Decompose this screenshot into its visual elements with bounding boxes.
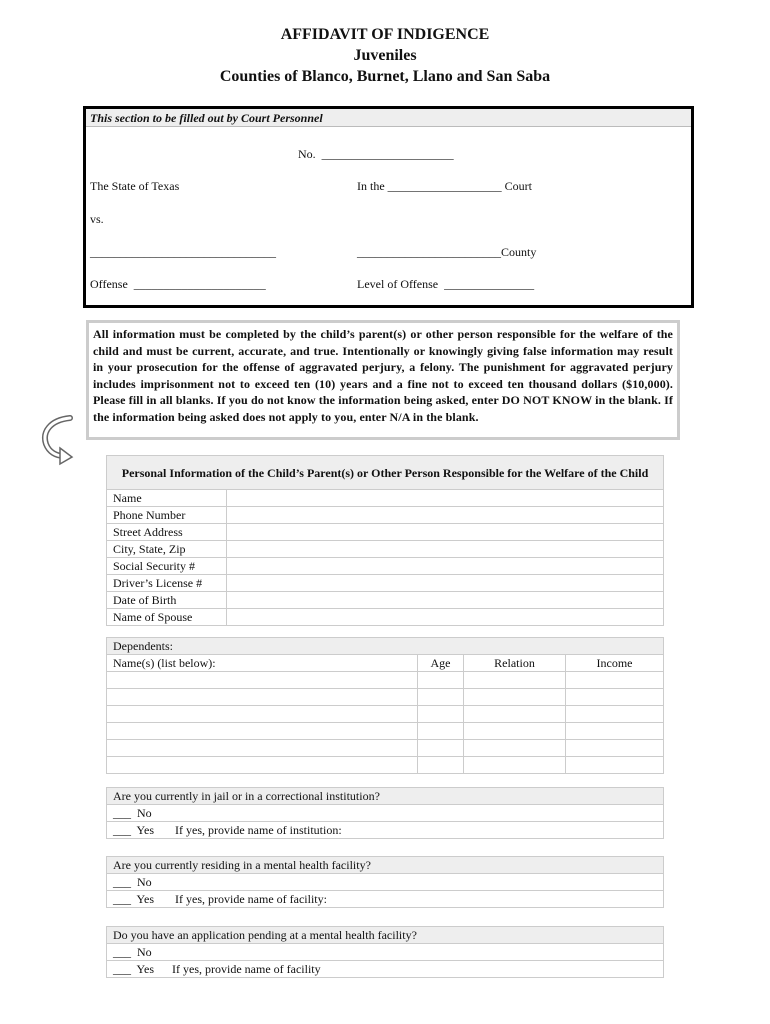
table-row xyxy=(107,689,664,706)
ssn-label: Social Security # xyxy=(107,558,227,575)
dependent-name-input[interactable] xyxy=(107,672,418,689)
spouse-input[interactable] xyxy=(227,609,664,626)
table-row xyxy=(107,706,664,723)
dependent-age-input[interactable] xyxy=(418,723,464,740)
dependent-age-input[interactable] xyxy=(418,757,464,774)
mental-facility-question-table xyxy=(106,856,664,908)
level-of-offense-field[interactable]: Level of Offense _______________ xyxy=(357,277,535,291)
party-name-field[interactable]: _______________________________ xyxy=(90,245,276,259)
mental-facility-yes-option[interactable]: ___ Yes If yes, provide name of facility: xyxy=(107,891,664,908)
dependent-relation-input[interactable] xyxy=(464,672,566,689)
offense-field[interactable]: Offense ______________________ xyxy=(90,277,266,291)
table-row xyxy=(107,575,664,592)
dependent-income-input[interactable] xyxy=(566,706,664,723)
phone-label: Phone Number xyxy=(107,507,227,524)
ssn-input[interactable] xyxy=(227,558,664,575)
court-personnel-section xyxy=(83,106,694,308)
dependent-income-input[interactable] xyxy=(566,723,664,740)
table-row xyxy=(107,592,664,609)
dependent-age-input[interactable] xyxy=(418,689,464,706)
phone-input[interactable] xyxy=(227,507,664,524)
table-row xyxy=(107,609,664,626)
court-section-heading: This section to be filled out by Court Personnel xyxy=(86,109,691,127)
city-label: City, State, Zip xyxy=(107,541,227,558)
street-label: Street Address xyxy=(107,524,227,541)
perjury-warning: All information must be completed by the child’s parent(s) or other person responsible for the welfare of the child and must be current, accurate, and true. Intentionally or knowingly giving false information may result in your prosecution for the offense of aggravated perjury, a felony. The punishment for aggravated perjury includes imprisonment not to exceed ten (10) years and a fine not to exceed ten thousand dollars ($10,000). Please fill in all blanks. If you do not know the information being asked, enter DO NOT KNOW in the blank. If the information being asked does not apply to you, enter N/A in the blank. xyxy=(86,320,680,440)
dependent-name-input[interactable] xyxy=(107,757,418,774)
county-field[interactable]: ________________________County xyxy=(357,245,537,259)
mental-facility-question: Are you currently residing in a mental health facility? xyxy=(107,857,664,874)
dob-input[interactable] xyxy=(227,592,664,609)
pending-application-yes-option[interactable]: ___ Yes If yes, provide name of facility xyxy=(107,961,664,978)
document-subtitle: Juveniles xyxy=(353,47,417,64)
dependents-table xyxy=(106,637,664,774)
counties-line: Counties of Blanco, Burnet, Llano and San Saba xyxy=(219,68,551,85)
pending-application-question: Do you have an application pending at a mental health facility? xyxy=(107,927,664,944)
table-row xyxy=(107,740,664,757)
dependents-relation-header: Relation xyxy=(464,655,566,672)
dependent-income-input[interactable] xyxy=(566,740,664,757)
dependents-age-header: Age xyxy=(418,655,464,672)
personal-info-table xyxy=(106,455,664,626)
table-row xyxy=(107,490,664,507)
personal-info-heading: Personal Information of the Child’s Parent(s) or Other Person Responsible for the Welfare of the Child xyxy=(107,456,664,490)
dependent-relation-input[interactable] xyxy=(464,757,566,774)
license-input[interactable] xyxy=(227,575,664,592)
dependent-name-input[interactable] xyxy=(107,723,418,740)
dependents-income-header: Income xyxy=(566,655,664,672)
table-row xyxy=(107,507,664,524)
state-of-texas-label: The State of Texas xyxy=(90,179,180,193)
dependent-relation-input[interactable] xyxy=(464,689,566,706)
jail-yes-option[interactable]: ___ Yes If yes, provide name of institution: xyxy=(107,822,664,839)
pending-application-no-option[interactable]: ___ No xyxy=(107,944,664,961)
table-row xyxy=(107,558,664,575)
dependent-income-input[interactable] xyxy=(566,689,664,706)
license-label: Driver’s License # xyxy=(107,575,227,592)
dependent-relation-input[interactable] xyxy=(464,740,566,757)
table-row xyxy=(107,723,664,740)
jail-question: Are you currently in jail or in a correctional institution? xyxy=(107,788,664,805)
spouse-label: Name of Spouse xyxy=(107,609,227,626)
dependents-name-header: Name(s) (list below): xyxy=(107,655,418,672)
dependent-relation-input[interactable] xyxy=(464,706,566,723)
dependent-age-input[interactable] xyxy=(418,672,464,689)
dob-label: Date of Birth xyxy=(107,592,227,609)
city-input[interactable] xyxy=(227,541,664,558)
dependent-relation-input[interactable] xyxy=(464,723,566,740)
table-row xyxy=(107,541,664,558)
curved-arrow-icon xyxy=(40,414,80,466)
pending-application-question-table xyxy=(106,926,664,978)
dependent-age-input[interactable] xyxy=(418,740,464,757)
name-input[interactable] xyxy=(227,490,664,507)
table-row xyxy=(107,672,664,689)
name-label: Name xyxy=(107,490,227,507)
jail-question-table xyxy=(106,787,664,839)
dependent-income-input[interactable] xyxy=(566,757,664,774)
dependent-income-input[interactable] xyxy=(566,672,664,689)
vs-label: vs. xyxy=(90,212,104,226)
dependent-age-input[interactable] xyxy=(418,706,464,723)
table-row xyxy=(107,757,664,774)
case-number-field[interactable]: No. ______________________ xyxy=(298,147,454,161)
dependent-name-input[interactable] xyxy=(107,689,418,706)
jail-no-option[interactable]: ___ No xyxy=(107,805,664,822)
dependent-name-input[interactable] xyxy=(107,740,418,757)
document-title: AFFIDAVIT OF INDIGENCE xyxy=(280,26,490,43)
street-input[interactable] xyxy=(227,524,664,541)
table-row xyxy=(107,524,664,541)
mental-facility-no-option[interactable]: ___ No xyxy=(107,874,664,891)
dependents-heading: Dependents: xyxy=(107,638,664,655)
court-field[interactable]: In the ___________________ Court xyxy=(357,179,532,193)
dependent-name-input[interactable] xyxy=(107,706,418,723)
